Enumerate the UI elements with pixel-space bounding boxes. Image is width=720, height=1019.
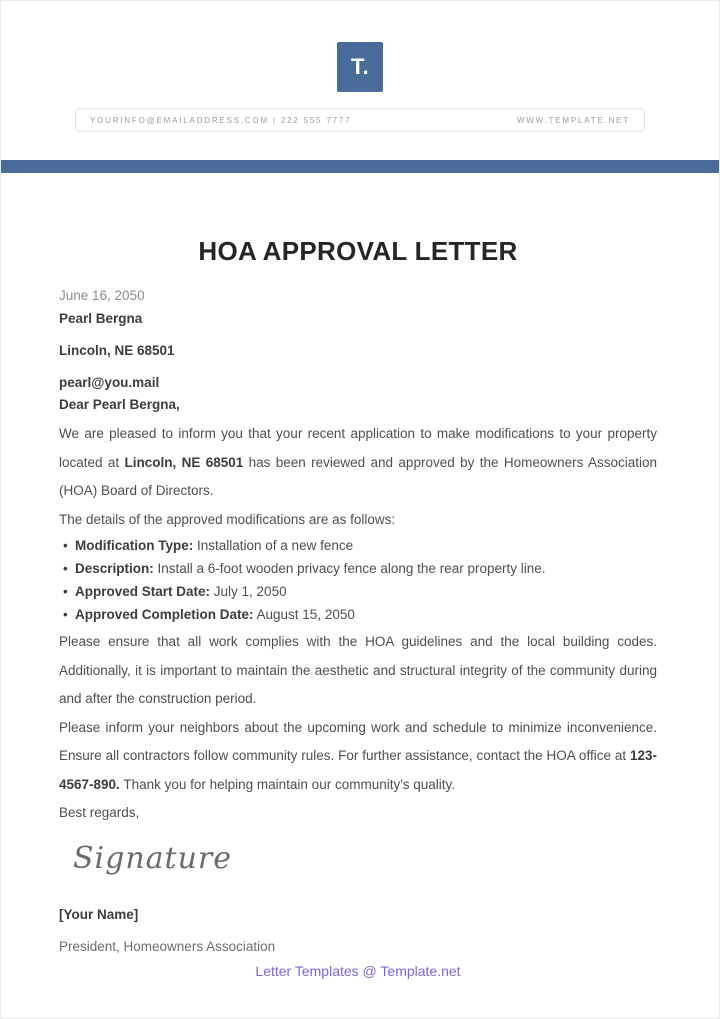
- list-item-completion-date: [59, 603, 657, 626]
- signature-script: Signature: [73, 840, 233, 876]
- sender-name: [Your Name]: [59, 906, 139, 922]
- property-address-bold: Lincoln, NE 68501: [124, 454, 244, 470]
- letterhead: [1, 42, 719, 173]
- contact-bar: [75, 108, 645, 132]
- paragraph-neighbors-text: Please inform your neighbors about the upcoming work and schedule to minimize inconvenience. Ensure all contractors follow community rules. For further assistance, contact the HOA office at: [59, 719, 657, 763]
- recipient-address: Lincoln, NE 68501: [59, 343, 175, 358]
- hoa-phone-bold: 123-4567-890.: [59, 748, 657, 792]
- list-item-description: [59, 557, 657, 580]
- modification-details-list: [59, 534, 657, 626]
- letter-title: HOA APPROVAL LETTER: [198, 236, 518, 266]
- list-item-start-date: [59, 580, 657, 603]
- template-net-link[interactable]: Letter Templates @ Template.net: [255, 962, 461, 979]
- letter-date: June 16, 2050: [59, 288, 145, 303]
- contact-email-phone: YOURINFO@EMAILADDRESS.COM | 222 555 7777: [90, 115, 352, 125]
- sender-title: President, Homeowners Association: [59, 938, 276, 954]
- closing: Best regards,: [59, 805, 140, 820]
- list-item-label: Approved Start Date:: [75, 584, 211, 599]
- paragraph-neighbors: [59, 714, 657, 800]
- list-item-label: Modification Type:: [75, 538, 194, 553]
- list-item-modification-type: [59, 534, 657, 557]
- list-item-value: July 1, 2050: [210, 584, 287, 599]
- recipient-email: pearl@you.mail: [59, 375, 160, 390]
- paragraph-neighbors-text-2: Thank you for helping maintain our community's quality.: [119, 776, 456, 792]
- recipient-name: Pearl Bergna: [59, 311, 143, 326]
- list-item-value: Install a 6-foot wooden privacy fence along the rear property line.: [153, 561, 546, 576]
- list-item-value: August 15, 2050: [253, 607, 355, 622]
- logo-text: T.: [350, 54, 370, 79]
- paragraph-approval-text-2: has been reviewed and approved by the Homeowners Association (HOA) Board of Directors.: [59, 454, 658, 498]
- paragraph-approval: [59, 420, 657, 506]
- template-logo: [337, 42, 383, 92]
- list-item-label: Description:: [75, 561, 154, 576]
- divider-rule: [1, 160, 719, 173]
- paragraph-approval-text: We are pleased to inform you that your recent application to make modifications to your property located at: [59, 426, 657, 470]
- paragraph-guidelines: Please ensure that all work complies with the HOA guidelines and the local building codes. Additionally, it is important to maintain the aesthetic and structural integrity of the community during and after the construction period.: [59, 634, 657, 706]
- salutation: Dear Pearl Bergna,: [59, 397, 180, 412]
- list-item-label: Approved Completion Date:: [75, 607, 254, 622]
- letter-body: [1, 236, 719, 981]
- details-intro: The details of the approved modifications are as follows:: [59, 511, 396, 527]
- list-item-value: Installation of a new fence: [193, 538, 354, 553]
- footer: [59, 963, 657, 981]
- website-url: WWW.TEMPLATE.NET: [516, 115, 630, 125]
